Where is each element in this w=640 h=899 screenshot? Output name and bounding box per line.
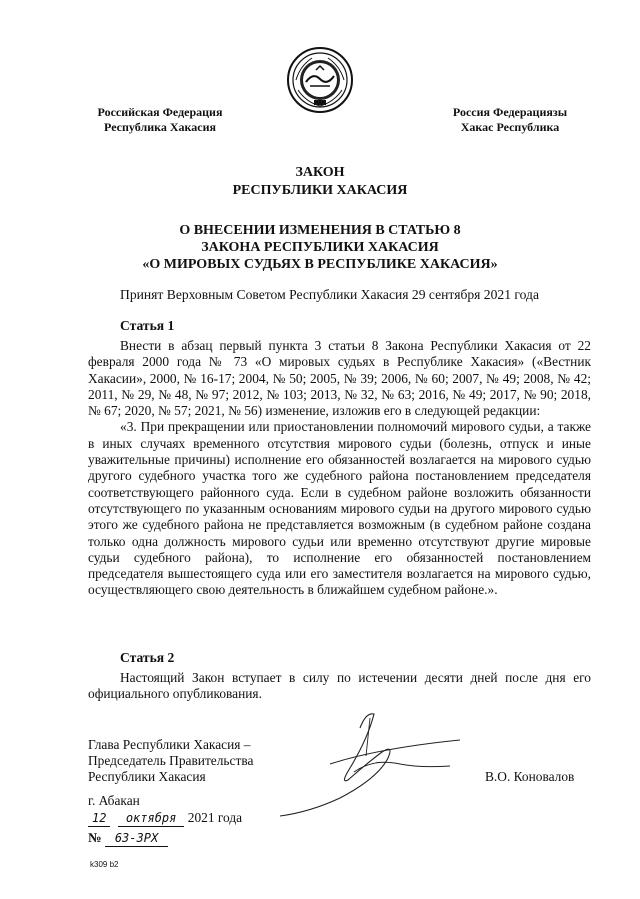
doc-title-line1: ЗАКОН: [295, 165, 345, 180]
header-left-line1: Российская Федерация: [97, 105, 223, 119]
signatory-position-line2: Председатель Правительства: [88, 753, 254, 768]
header-left-line2: Республика Хакасия: [104, 120, 216, 134]
signatory-position-line3: Республики Хакасия: [88, 769, 206, 784]
number-prefix: №: [88, 830, 102, 845]
coat-of-arms-emblem: [286, 46, 354, 114]
seal-icon: [286, 46, 354, 114]
adopted-line: Принят Верховным Советом Республики Хакасия 29 сентября 2021 года: [120, 287, 539, 302]
footer-code: k309 b2: [90, 860, 119, 869]
article-1-heading: Статья 1: [120, 318, 175, 333]
doc-subtitle-line3: «О МИРОВЫХ СУДЬЯХ В РЕСПУБЛИКЕ ХАКАСИЯ»: [142, 257, 498, 272]
header-right-line2: Хакас Республика: [460, 120, 560, 134]
date-month-handwritten: октября: [118, 810, 185, 827]
header-right: [420, 105, 600, 135]
article-2-paragraph-1: Настоящий Закон вступает в силу по истечении десяти дней после дня его официального опубликования.: [88, 670, 591, 702]
header-left: [80, 105, 240, 135]
place: г. Абакан: [88, 793, 140, 808]
signatory-name: В.О. Коновалов: [485, 769, 575, 784]
doc-subtitle-line2: ЗАКОНА РЕСПУБЛИКИ ХАКАСИЯ: [201, 240, 439, 255]
number-handwritten: 63-ЗРХ: [105, 830, 168, 847]
doc-subtitle-line1: О ВНЕСЕНИИ ИЗМЕНЕНИЯ В СТАТЬЮ 8: [179, 223, 461, 238]
doc-title-line2: РЕСПУБЛИКИ ХАКАСИЯ: [232, 183, 408, 198]
article-1-paragraph-1: Внести в абзац первый пункта 3 статьи 8 Закона Республики Хакасия от 22 февраля 2000 года № 73 «О мировых судьях в Республике Хакасия» («Вестник Хакасии», 2000, № 16-17; 2004, № 50; 2005, № 39; 2006, № 60; 2007, № 49; 2008, № 42; 2011, № 29, № 48, № 97; 2012, № 103; 2013, № 32, № 63; 2016, № 49; 2017, № 90; 2018, № 67; 2020, № 57; 2021, № 56) изменение, изложив его в следующей редакции:: [88, 338, 591, 419]
date-suffix: 2021 года: [187, 810, 243, 825]
article-2-body: [88, 670, 591, 703]
signatory-position-line1: Глава Республики Хакасия –: [88, 737, 251, 752]
date-day-handwritten: 12: [88, 810, 110, 827]
article-2-heading: Статья 2: [120, 650, 175, 665]
article-1-paragraph-2: «3. При прекращении или приостановлении полномочий мирового судьи, а также в иных случаях временного отсутствия мирового судьи (болезнь, отпуск и иные уважительные причины) исполнение его обязанностей возлагается на мирового судью другого судебного участка того же судебного района постановлением председателя соответствующего районного суда. Если в судебном районе возложить обязанности отсутствующего по указанным основаниям мирового судьи на другого мирового судью этого же судебного района не представляется возможным (в судебном районе создана только одна должность мирового судьи или временно отсутствуют другие мировые судьи судебного района), то исполнение его обязанностей постановлением председателя вышестоящего суда или его заместителя возлагается на мирового судью, осуществляющего свою деятельность в ближайшем судебном районе.».: [88, 419, 591, 598]
header-right-line1: Россия Федерациязы: [452, 105, 568, 119]
signature-scribble-icon: [270, 708, 470, 818]
number-line: [88, 830, 168, 847]
date-line: [88, 810, 242, 827]
article-1-body: [88, 338, 591, 599]
handwritten-signature: [270, 708, 470, 818]
